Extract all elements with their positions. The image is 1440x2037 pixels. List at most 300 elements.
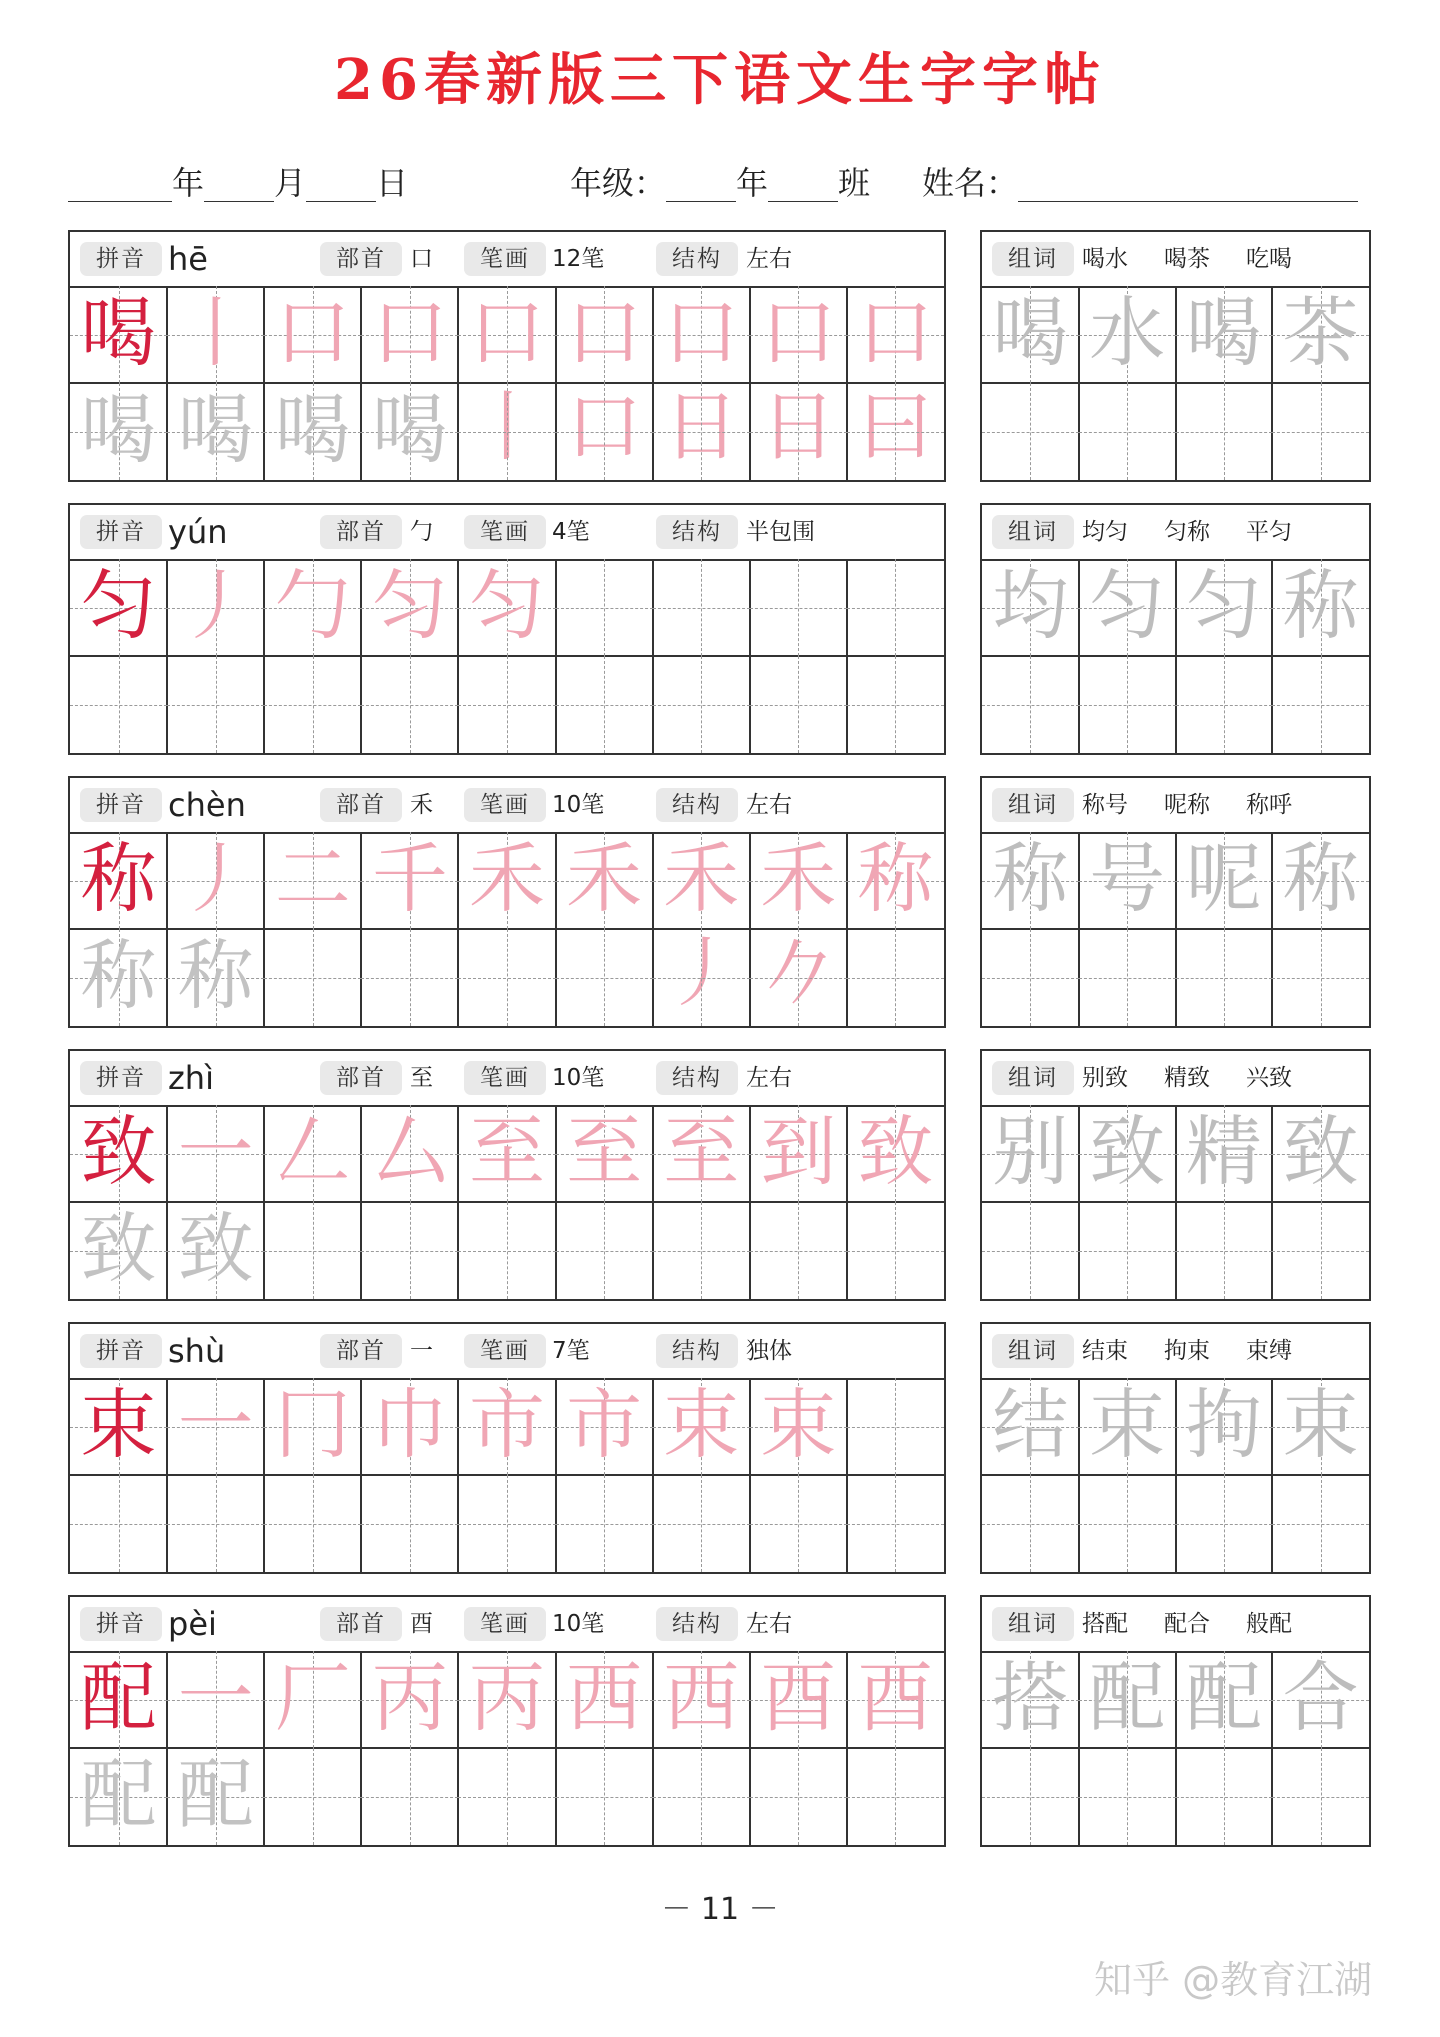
practice-cell[interactable] xyxy=(750,286,847,471)
character-block-yún xyxy=(68,503,946,755)
practice-cell[interactable] xyxy=(750,1378,847,1475)
words-block-shù xyxy=(980,1322,1371,1574)
practice-cell[interactable] xyxy=(167,656,264,753)
practice-cell[interactable] xyxy=(1272,1651,1369,1748)
strokes-tag: 笔画 xyxy=(464,1061,546,1095)
word-2: 呢称 xyxy=(1164,792,1210,818)
word-2: 拘束 xyxy=(1164,1338,1210,1364)
practice-cell[interactable] xyxy=(556,383,653,480)
cell-guide-horizontal xyxy=(361,978,458,979)
structure-tag: 结构 xyxy=(656,788,738,822)
words-grid xyxy=(982,559,1369,753)
practice-cell[interactable] xyxy=(361,1475,458,1572)
practice-cell[interactable] xyxy=(982,1748,1079,1845)
practice-cell[interactable] xyxy=(1176,1651,1273,1748)
practice-cell[interactable] xyxy=(982,1475,1079,1572)
practice-cell[interactable] xyxy=(1176,286,1273,383)
stroke-step: 酉 xyxy=(857,1653,934,1742)
practice-cell[interactable] xyxy=(458,383,555,480)
practice-cell[interactable] xyxy=(653,1475,750,1572)
practice-cell[interactable] xyxy=(1176,1748,1273,1845)
practice-cell[interactable] xyxy=(982,832,1079,929)
practice-cell[interactable] xyxy=(1272,383,1369,480)
words-block-pèi xyxy=(980,1595,1371,1847)
cell-guide-horizontal xyxy=(264,1797,361,1798)
practice-cell[interactable] xyxy=(653,286,750,471)
stroke-step: 到 xyxy=(760,1107,837,1196)
page-number: － 11 － xyxy=(661,1892,779,1927)
practice-cell[interactable] xyxy=(70,832,167,929)
cell-guide-horizontal xyxy=(361,1797,458,1798)
grade-label: 年级： xyxy=(570,164,667,202)
practice-cell[interactable] xyxy=(1176,383,1273,480)
pinyin-value: pèi xyxy=(168,1605,217,1643)
practice-cell[interactable] xyxy=(750,383,847,480)
practice-cell[interactable] xyxy=(70,383,167,480)
practice-cell[interactable] xyxy=(556,929,653,1026)
practice-cell[interactable] xyxy=(653,929,750,1026)
practice-cell[interactable] xyxy=(1272,1105,1369,1202)
pinyin-tag: 拼音 xyxy=(80,242,162,276)
pinyin-value: yún xyxy=(168,513,228,551)
stroke-step: 至 xyxy=(566,1107,643,1196)
cell-guide-horizontal xyxy=(750,978,847,979)
practice-cell[interactable] xyxy=(556,286,653,471)
class-label: 班 xyxy=(838,164,871,202)
practice-cell[interactable] xyxy=(847,656,944,753)
practice-cell[interactable] xyxy=(556,1378,653,1475)
practice-cell[interactable] xyxy=(458,286,555,471)
cell-guide-horizontal xyxy=(264,1251,361,1252)
practice-cell[interactable] xyxy=(982,559,1079,656)
practice-cell[interactable] xyxy=(458,1748,555,1845)
stroke-step: 口日 xyxy=(760,288,837,471)
structure-value: 左右 xyxy=(746,1611,792,1637)
watermark: 知乎 @教育江湖 xyxy=(1094,1958,1373,2002)
practice-cell[interactable] xyxy=(556,1748,653,1845)
practice-cell[interactable] xyxy=(750,1202,847,1299)
practice-cell[interactable] xyxy=(847,559,944,656)
practice-cell[interactable] xyxy=(556,559,653,656)
practice-cell[interactable] xyxy=(653,1651,750,1748)
practice-cell[interactable] xyxy=(70,1475,167,1572)
stroke-step: 口日 xyxy=(663,288,740,471)
word-character: 精 xyxy=(1185,1107,1262,1196)
trace-character: 致 xyxy=(177,1204,254,1293)
stroke-step: 厂 xyxy=(274,1653,351,1742)
practice-cell[interactable] xyxy=(847,1475,944,1572)
word-character: 称 xyxy=(992,834,1069,923)
character-grid xyxy=(70,286,944,480)
practice-cell[interactable] xyxy=(1272,929,1369,1026)
practice-cell[interactable] xyxy=(264,656,361,753)
cell-guide-horizontal xyxy=(1079,1251,1176,1252)
trace-character: 喝 xyxy=(80,385,157,474)
practice-cell[interactable] xyxy=(847,1651,944,1748)
practice-cell[interactable] xyxy=(361,656,458,753)
practice-cell[interactable] xyxy=(458,1378,555,1475)
practice-cell[interactable] xyxy=(167,1651,264,1748)
practice-cell[interactable] xyxy=(982,1202,1079,1299)
practice-cell[interactable] xyxy=(750,559,847,656)
stroke-step: 千 xyxy=(371,834,448,923)
practice-cell[interactable] xyxy=(1176,656,1273,753)
model-character: 匀 xyxy=(80,561,157,650)
practice-cell[interactable] xyxy=(1272,832,1369,929)
stroke-step: 丨 xyxy=(177,288,254,377)
practice-cell[interactable] xyxy=(653,1202,750,1299)
practice-cell[interactable] xyxy=(1272,286,1369,383)
cell-guide-horizontal xyxy=(847,432,944,433)
practice-cell[interactable] xyxy=(556,1105,653,1202)
practice-cell[interactable] xyxy=(1176,1378,1273,1475)
practice-cell[interactable] xyxy=(70,1748,167,1845)
practice-cell[interactable] xyxy=(264,286,361,383)
practice-cell[interactable] xyxy=(167,559,264,656)
words-tag: 组词 xyxy=(992,1334,1074,1368)
character-block-zhì xyxy=(68,1049,946,1301)
practice-cell[interactable] xyxy=(1176,929,1273,1026)
cell-guide-horizontal xyxy=(264,978,361,979)
practice-cell[interactable] xyxy=(1079,656,1176,753)
practice-cell[interactable] xyxy=(264,383,361,480)
practice-cell[interactable] xyxy=(750,929,847,1026)
stroke-step: 至 xyxy=(663,1107,740,1196)
radical-value: 酉 xyxy=(410,1611,433,1637)
practice-cell[interactable] xyxy=(750,1105,847,1202)
cell-guide-horizontal xyxy=(982,1524,1079,1525)
cell-guide-horizontal xyxy=(847,705,944,706)
character-header xyxy=(70,1051,944,1107)
practice-cell[interactable] xyxy=(361,1105,458,1202)
character-grid xyxy=(70,559,944,753)
word-character: 束 xyxy=(1089,1380,1166,1469)
radical-tag: 部首 xyxy=(320,1061,402,1095)
radical-tag: 部首 xyxy=(320,515,402,549)
radical-tag: 部首 xyxy=(320,788,402,822)
practice-cell[interactable] xyxy=(1079,559,1176,656)
practice-cell[interactable] xyxy=(653,1748,750,1845)
class-blank[interactable] xyxy=(768,167,838,202)
stroke-step: 至 xyxy=(468,1107,545,1196)
cell-guide-horizontal xyxy=(556,1797,653,1798)
practice-cell[interactable] xyxy=(1079,1105,1176,1202)
cell-guide-horizontal xyxy=(458,1797,555,1798)
cell-guide-horizontal xyxy=(847,608,944,609)
cell-guide-horizontal xyxy=(1079,978,1176,979)
practice-cell[interactable] xyxy=(70,286,167,383)
date-line xyxy=(68,158,408,208)
words-tag: 组词 xyxy=(992,515,1074,549)
trace-character: 称 xyxy=(177,931,254,1020)
cell-guide-horizontal xyxy=(1272,432,1369,433)
cell-guide-horizontal xyxy=(653,432,750,433)
practice-cell[interactable] xyxy=(167,1748,264,1845)
practice-cell[interactable] xyxy=(70,929,167,1026)
words-header xyxy=(982,505,1369,561)
practice-cell[interactable] xyxy=(982,1105,1079,1202)
strokes-value: 7笔 xyxy=(552,1338,590,1364)
stroke-step: 丿 xyxy=(177,561,254,650)
words-tag: 组词 xyxy=(992,1607,1074,1641)
cell-guide-horizontal xyxy=(1272,978,1369,979)
stroke-step: 𠃋 xyxy=(274,1107,351,1196)
radical-value: 至 xyxy=(410,1065,433,1091)
practice-cell[interactable] xyxy=(556,1651,653,1748)
practice-cell[interactable] xyxy=(1272,1475,1369,1572)
strokes-tag: 笔画 xyxy=(464,515,546,549)
structure-value: 左右 xyxy=(746,792,792,818)
cell-guide-horizontal xyxy=(361,1251,458,1252)
word-character: 配 xyxy=(1185,1653,1262,1742)
practice-cell[interactable] xyxy=(70,1651,167,1748)
cell-guide-horizontal xyxy=(1079,705,1176,706)
practice-cell[interactable] xyxy=(653,1378,750,1475)
practice-cell[interactable] xyxy=(1079,383,1176,480)
cell-guide-horizontal xyxy=(556,608,653,609)
word-3: 束缚 xyxy=(1246,1338,1292,1364)
word-character: 喝 xyxy=(992,288,1069,377)
stroke-step: 西 xyxy=(566,1653,643,1742)
cell-guide-horizontal xyxy=(653,1524,750,1525)
cell-guide-horizontal xyxy=(1176,978,1273,979)
cell-guide-horizontal xyxy=(1079,1524,1176,1525)
practice-cell[interactable] xyxy=(264,832,361,929)
word-1: 均匀 xyxy=(1082,519,1128,545)
practice-cell[interactable] xyxy=(458,559,555,656)
practice-cell[interactable] xyxy=(1079,1475,1176,1572)
practice-cell[interactable] xyxy=(653,832,750,1017)
stroke-step: 禾𠂊 xyxy=(760,834,837,1017)
practice-cell[interactable] xyxy=(847,1105,944,1202)
practice-cell[interactable] xyxy=(167,832,264,929)
trace-character: 喝 xyxy=(177,385,254,474)
practice-cell[interactable] xyxy=(653,1105,750,1202)
stroke-step: 勹 xyxy=(274,561,351,650)
practice-cell[interactable] xyxy=(1079,1378,1176,1475)
practice-cell[interactable] xyxy=(1272,1202,1369,1299)
practice-cell[interactable] xyxy=(167,1475,264,1572)
practice-cell[interactable] xyxy=(1079,929,1176,1026)
cell-guide-horizontal xyxy=(847,1524,944,1525)
grade-line xyxy=(570,158,870,208)
practice-cell[interactable] xyxy=(1079,1651,1176,1748)
practice-cell[interactable] xyxy=(361,1748,458,1845)
words-header xyxy=(982,778,1369,834)
practice-cell[interactable] xyxy=(556,656,653,753)
practice-cell[interactable] xyxy=(1176,1105,1273,1202)
character-header xyxy=(70,778,944,834)
practice-cell[interactable] xyxy=(264,1475,361,1572)
cell-guide-horizontal xyxy=(750,432,847,433)
word-3: 称呼 xyxy=(1246,792,1292,818)
cell-guide-horizontal xyxy=(458,432,555,433)
practice-cell[interactable] xyxy=(458,1105,555,1202)
cell-guide-horizontal xyxy=(982,1797,1079,1798)
cell-guide-horizontal xyxy=(361,705,458,706)
character-header xyxy=(70,232,944,288)
structure-value: 左右 xyxy=(746,1065,792,1091)
practice-cell[interactable] xyxy=(847,383,944,480)
practice-cell[interactable] xyxy=(264,1105,361,1202)
word-2: 喝茶 xyxy=(1164,246,1210,272)
practice-cell[interactable] xyxy=(264,929,361,1026)
structure-tag: 结构 xyxy=(656,242,738,276)
practice-cell[interactable] xyxy=(167,929,264,1026)
practice-cell[interactable] xyxy=(1176,559,1273,656)
practice-cell[interactable] xyxy=(1079,286,1176,383)
practice-cell[interactable] xyxy=(70,1105,167,1202)
trace-character: 称 xyxy=(80,931,157,1020)
practice-cell[interactable] xyxy=(1272,1378,1369,1475)
word-3: 吃喝 xyxy=(1246,246,1292,272)
word-character: 拘 xyxy=(1185,1380,1262,1469)
cell-guide-horizontal xyxy=(556,705,653,706)
practice-cell[interactable] xyxy=(1272,656,1369,753)
practice-cell[interactable] xyxy=(1176,1475,1273,1572)
practice-cell[interactable] xyxy=(458,832,555,929)
character-header xyxy=(70,1324,944,1380)
cell-guide-horizontal xyxy=(847,1427,944,1428)
stroke-step: 口 xyxy=(274,288,351,377)
words-grid xyxy=(982,1378,1369,1572)
practice-cell[interactable] xyxy=(556,1475,653,1572)
practice-cell[interactable] xyxy=(264,1202,361,1299)
practice-cell[interactable] xyxy=(556,832,653,929)
practice-cell[interactable] xyxy=(653,383,750,480)
practice-cell[interactable] xyxy=(750,1475,847,1572)
practice-cell[interactable] xyxy=(361,1651,458,1748)
practice-cell[interactable] xyxy=(361,832,458,929)
word-character: 别 xyxy=(992,1107,1069,1196)
practice-cell[interactable] xyxy=(361,286,458,383)
practice-cell[interactable] xyxy=(982,656,1079,753)
practice-cell[interactable] xyxy=(982,929,1079,1026)
radical-value: 勹 xyxy=(410,519,433,545)
stroke-step: 冂 xyxy=(274,1380,351,1469)
stroke-step: 一 xyxy=(177,1107,254,1196)
practice-cell[interactable] xyxy=(167,1378,264,1475)
stroke-step: 厶 xyxy=(371,1107,448,1196)
practice-cell[interactable] xyxy=(458,1202,555,1299)
practice-cell[interactable] xyxy=(264,1378,361,1475)
practice-cell[interactable] xyxy=(361,929,458,1026)
practice-cell[interactable] xyxy=(1079,1748,1176,1845)
practice-cell[interactable] xyxy=(458,1651,555,1748)
practice-cell[interactable] xyxy=(1079,1202,1176,1299)
cell-guide-horizontal xyxy=(653,1251,750,1252)
pinyin-value: zhì xyxy=(168,1059,214,1097)
practice-cell[interactable] xyxy=(1176,1202,1273,1299)
name-blank[interactable] xyxy=(1018,167,1358,202)
practice-cell[interactable] xyxy=(653,559,750,656)
practice-cell[interactable] xyxy=(167,383,264,480)
practice-cell[interactable] xyxy=(361,1378,458,1475)
strokes-value: 4笔 xyxy=(552,519,590,545)
word-1: 喝水 xyxy=(1082,246,1128,272)
practice-cell[interactable] xyxy=(1272,1748,1369,1845)
pinyin-tag: 拼音 xyxy=(80,1061,162,1095)
model-character: 束 xyxy=(80,1380,157,1469)
cell-guide-horizontal xyxy=(556,432,653,433)
practice-cell[interactable] xyxy=(361,383,458,480)
strokes-value: 10笔 xyxy=(552,1065,605,1091)
practice-cell[interactable] xyxy=(361,1202,458,1299)
cell-guide-horizontal xyxy=(1176,432,1273,433)
practice-cell[interactable] xyxy=(982,1378,1079,1475)
day-blank[interactable] xyxy=(306,167,376,202)
practice-cell[interactable] xyxy=(847,832,944,929)
radical-tag: 部首 xyxy=(320,1334,402,1368)
cell-guide-horizontal xyxy=(1272,1524,1369,1525)
pinyin-value: chèn xyxy=(168,786,246,824)
practice-cell[interactable] xyxy=(264,559,361,656)
practice-cell[interactable] xyxy=(653,656,750,753)
cell-guide-horizontal xyxy=(750,1524,847,1525)
cell-guide-horizontal xyxy=(458,1524,555,1525)
practice-cell[interactable] xyxy=(264,1748,361,1845)
practice-cell[interactable] xyxy=(982,383,1079,480)
practice-cell[interactable] xyxy=(982,1651,1079,1748)
practice-cell[interactable] xyxy=(70,559,167,656)
practice-cell[interactable] xyxy=(847,1202,944,1299)
structure-tag: 结构 xyxy=(656,1607,738,1641)
practice-cell[interactable] xyxy=(847,286,944,471)
grade-blank[interactable] xyxy=(666,167,736,202)
practice-cell[interactable] xyxy=(167,1105,264,1202)
word-character: 号 xyxy=(1089,834,1166,923)
practice-cell[interactable] xyxy=(750,656,847,753)
practice-cell[interactable] xyxy=(982,286,1079,383)
practice-cell[interactable] xyxy=(847,1378,944,1475)
practice-cell[interactable] xyxy=(1272,559,1369,656)
cell-guide-horizontal xyxy=(458,1251,555,1252)
practice-cell[interactable] xyxy=(556,1202,653,1299)
practice-cell[interactable] xyxy=(264,1651,361,1748)
practice-cell[interactable] xyxy=(167,1202,264,1299)
practice-cell[interactable] xyxy=(70,1202,167,1299)
practice-cell[interactable] xyxy=(70,1378,167,1475)
character-grid xyxy=(70,1105,944,1299)
practice-cell[interactable] xyxy=(750,1748,847,1845)
practice-cell[interactable] xyxy=(458,656,555,753)
stroke-step: 一 xyxy=(177,1380,254,1469)
practice-cell[interactable] xyxy=(458,929,555,1026)
practice-cell[interactable] xyxy=(167,286,264,383)
character-block-chèn xyxy=(68,776,946,1028)
practice-cell[interactable] xyxy=(750,1651,847,1748)
practice-cell[interactable] xyxy=(847,929,944,1026)
practice-cell[interactable] xyxy=(70,656,167,753)
practice-cell[interactable] xyxy=(1079,832,1176,929)
strokes-tag: 笔画 xyxy=(464,1334,546,1368)
word-character: 茶 xyxy=(1282,288,1359,377)
pinyin-tag: 拼音 xyxy=(80,1334,162,1368)
month-blank[interactable] xyxy=(204,167,274,202)
practice-cell[interactable] xyxy=(458,1475,555,1572)
practice-cell[interactable] xyxy=(750,832,847,1017)
practice-cell[interactable] xyxy=(1176,832,1273,929)
stroke-step: 束 xyxy=(663,1380,740,1469)
words-grid xyxy=(982,286,1369,480)
year-blank[interactable] xyxy=(68,167,172,202)
cell-guide-horizontal xyxy=(167,705,264,706)
stroke-step: 一 xyxy=(177,1653,254,1742)
words-block-chèn xyxy=(980,776,1371,1028)
practice-cell[interactable] xyxy=(847,1748,944,1845)
practice-cell[interactable] xyxy=(361,559,458,656)
trace-character: 配 xyxy=(80,1750,157,1839)
